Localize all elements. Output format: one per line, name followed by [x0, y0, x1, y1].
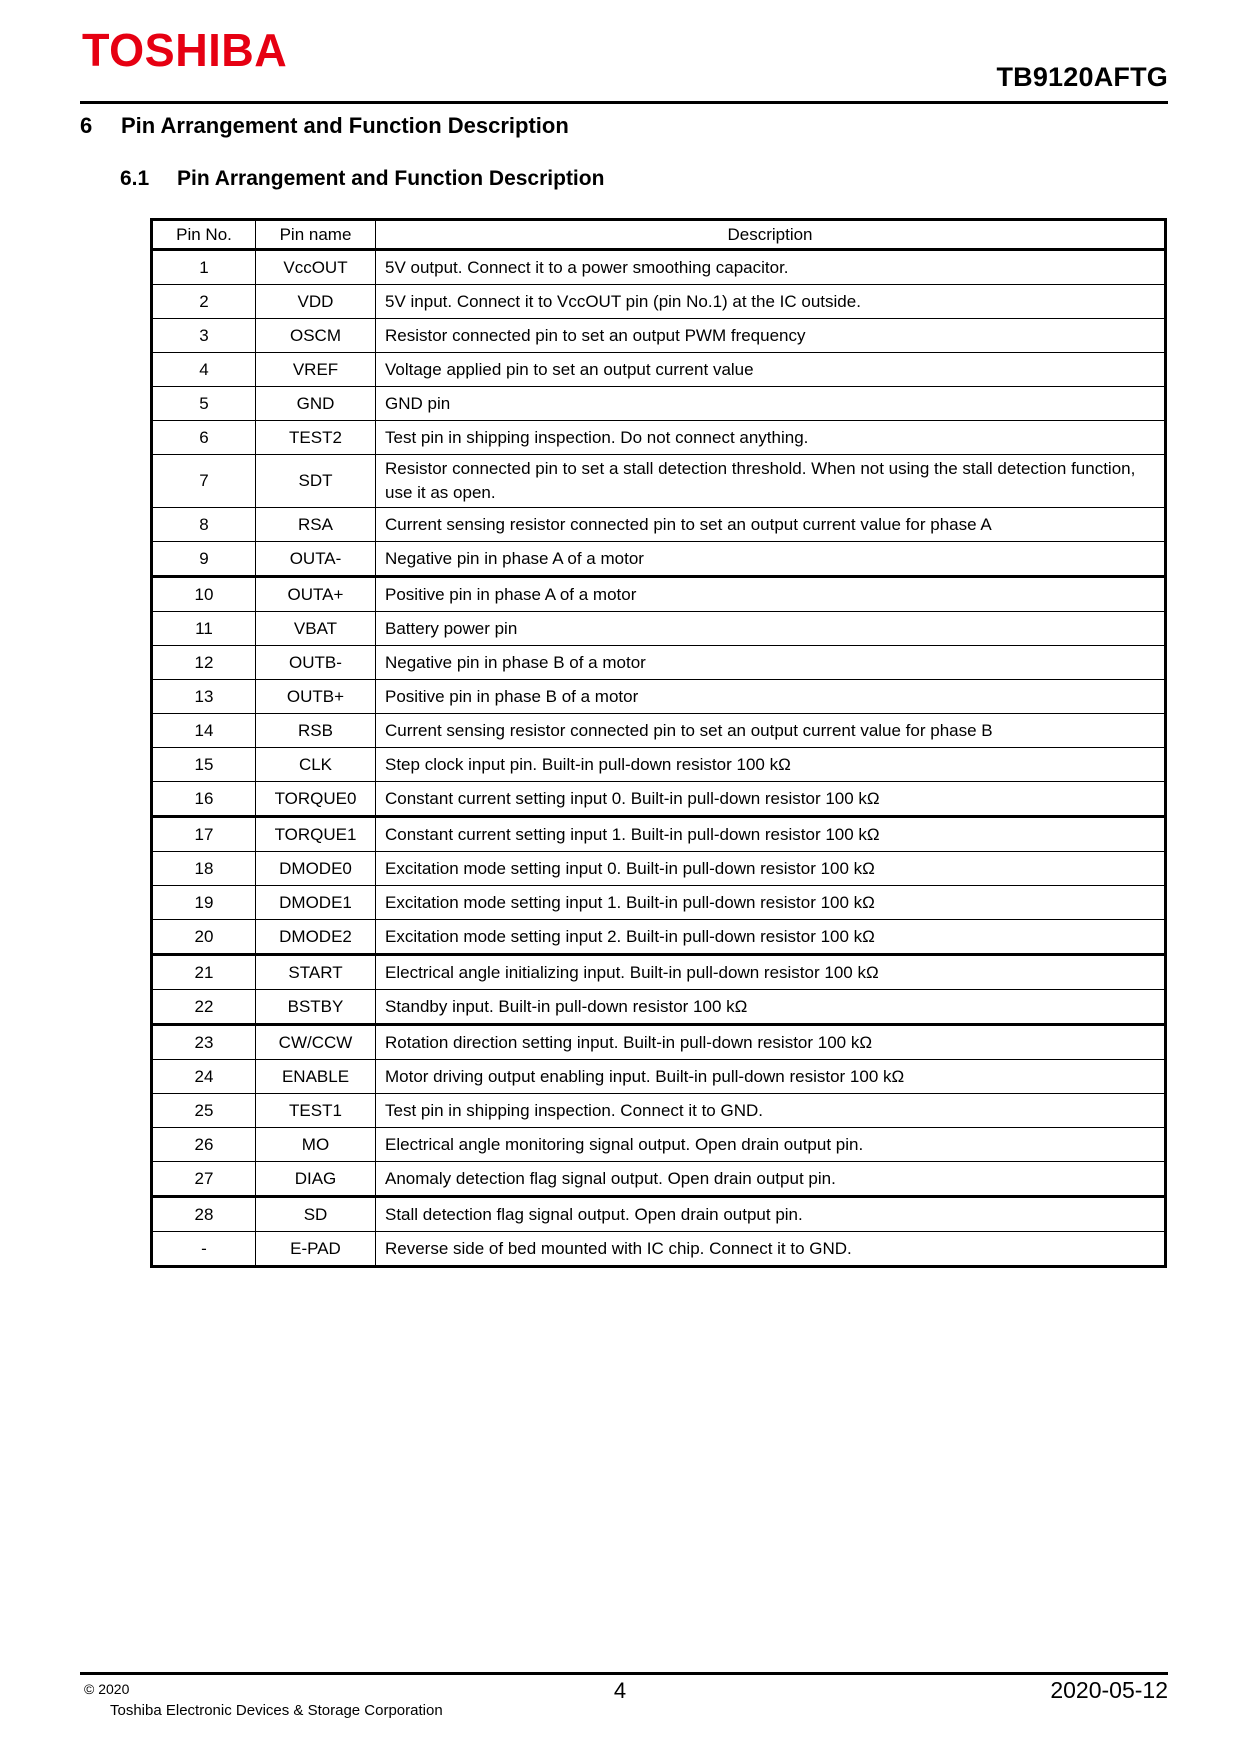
table-row — [152, 250, 1166, 285]
pin-desc-cell: Negative pin in phase B of a motor — [376, 646, 1166, 680]
table-row — [152, 1162, 1166, 1197]
pin-desc-cell: Excitation mode setting input 0. Built-in pull-down resistor 100 kΩ — [376, 852, 1166, 886]
pin-desc-cell: Test pin in shipping inspection. Connect it to GND. — [376, 1094, 1166, 1128]
table-row — [152, 508, 1166, 542]
pin-no-cell: 1 — [152, 250, 256, 285]
pin-desc-cell: Constant current setting input 0. Built-in pull-down resistor 100 kΩ — [376, 782, 1166, 817]
pin-name-cell: OUTB+ — [256, 680, 376, 714]
table-row — [152, 646, 1166, 680]
table-row — [152, 1232, 1166, 1267]
pin-desc-cell: Step clock input pin. Built-in pull-down resistor 100 kΩ — [376, 748, 1166, 782]
pin-no-cell: 4 — [152, 353, 256, 387]
copyright-text: © 2020 — [84, 1681, 130, 1697]
pin-no-cell: 13 — [152, 680, 256, 714]
pin-name-cell: SDT — [256, 455, 376, 508]
pin-no-cell: 11 — [152, 612, 256, 646]
table-row — [152, 285, 1166, 319]
pin-name-cell: CLK — [256, 748, 376, 782]
table-row — [152, 782, 1166, 817]
table-row — [152, 455, 1166, 508]
pin-no-cell: 21 — [152, 955, 256, 990]
pin-desc-cell: Reverse side of bed mounted with IC chip. Connect it to GND. — [376, 1232, 1166, 1267]
pin-table-header — [152, 220, 1166, 250]
section-heading — [80, 113, 569, 139]
header-rule — [80, 101, 1168, 104]
table-row — [152, 542, 1166, 577]
subsection-title: Pin Arrangement and Function Description — [177, 167, 605, 190]
pin-desc-cell: Positive pin in phase A of a motor — [376, 577, 1166, 612]
pin-name-cell: TEST1 — [256, 1094, 376, 1128]
pin-desc-cell: Rotation direction setting input. Built-in pull-down resistor 100 kΩ — [376, 1025, 1166, 1060]
pin-no-cell: 9 — [152, 542, 256, 577]
pin-name-cell: MO — [256, 1128, 376, 1162]
pin-desc-cell: Current sensing resistor connected pin to set an output current value for phase A — [376, 508, 1166, 542]
table-row — [152, 387, 1166, 421]
toshiba-logo: TOSHIBA — [82, 24, 288, 77]
pin-no-cell: 3 — [152, 319, 256, 353]
pin-desc-cell: Constant current setting input 1. Built-in pull-down resistor 100 kΩ — [376, 817, 1166, 852]
pin-no-cell: 20 — [152, 920, 256, 955]
pin-no-cell: 27 — [152, 1162, 256, 1197]
pin-no-cell: 7 — [152, 455, 256, 508]
pin-no-cell: 2 — [152, 285, 256, 319]
pin-desc-cell: Resistor connected pin to set a stall detection threshold. When not using the stall detection function, use it as open. — [376, 455, 1166, 508]
table-row — [152, 680, 1166, 714]
pin-no-cell: 5 — [152, 387, 256, 421]
pin-no-cell: 15 — [152, 748, 256, 782]
pin-desc-cell: Test pin in shipping inspection. Do not connect anything. — [376, 421, 1166, 455]
footer-rule — [80, 1672, 1168, 1675]
pin-no-cell: 8 — [152, 508, 256, 542]
pin-desc-cell: 5V input. Connect it to VccOUT pin (pin No.1) at the IC outside. — [376, 285, 1166, 319]
column-header-pin-name: Pin name — [256, 220, 376, 250]
table-row — [152, 612, 1166, 646]
pin-no-cell: 25 — [152, 1094, 256, 1128]
pin-table — [150, 218, 1167, 1268]
pin-name-cell: TEST2 — [256, 421, 376, 455]
pin-no-cell: 17 — [152, 817, 256, 852]
pin-desc-cell: Electrical angle initializing input. Built-in pull-down resistor 100 kΩ — [376, 955, 1166, 990]
subsection-heading — [120, 167, 604, 191]
pin-desc-cell: 5V output. Connect it to a power smoothing capacitor. — [376, 250, 1166, 285]
table-row — [152, 714, 1166, 748]
pin-name-cell: E-PAD — [256, 1232, 376, 1267]
pin-name-cell: DIAG — [256, 1162, 376, 1197]
pin-name-cell: VccOUT — [256, 250, 376, 285]
pin-name-cell: DMODE2 — [256, 920, 376, 955]
pin-name-cell: DMODE0 — [256, 852, 376, 886]
table-row — [152, 577, 1166, 612]
pin-desc-cell: Current sensing resistor connected pin to set an output current value for phase B — [376, 714, 1166, 748]
pin-desc-cell: Standby input. Built-in pull-down resistor 100 kΩ — [376, 990, 1166, 1025]
pin-no-cell: 18 — [152, 852, 256, 886]
pin-desc-cell: Voltage applied pin to set an output current value — [376, 353, 1166, 387]
pin-name-cell: RSB — [256, 714, 376, 748]
pin-name-cell: CW/CCW — [256, 1025, 376, 1060]
pin-name-cell: OSCM — [256, 319, 376, 353]
table-row — [152, 1094, 1166, 1128]
revision-date: 2020-05-12 — [1050, 1677, 1168, 1703]
subsection-number: 6.1 — [120, 167, 150, 190]
table-row — [152, 920, 1166, 955]
pin-name-cell: TORQUE1 — [256, 817, 376, 852]
pin-name-cell: GND — [256, 387, 376, 421]
pin-no-cell: 23 — [152, 1025, 256, 1060]
pin-no-cell: 22 — [152, 990, 256, 1025]
table-row — [152, 748, 1166, 782]
pin-desc-cell: Electrical angle monitoring signal output. Open drain output pin. — [376, 1128, 1166, 1162]
table-row — [152, 1025, 1166, 1060]
table-row — [152, 1060, 1166, 1094]
pin-no-cell: 16 — [152, 782, 256, 817]
table-row — [152, 1128, 1166, 1162]
pin-desc-cell: Stall detection flag signal output. Open drain output pin. — [376, 1197, 1166, 1232]
pin-no-cell: 10 — [152, 577, 256, 612]
table-row — [152, 886, 1166, 920]
pin-no-cell: 6 — [152, 421, 256, 455]
section-title: Pin Arrangement and Function Description — [121, 113, 569, 138]
pin-desc-cell: Excitation mode setting input 2. Built-in pull-down resistor 100 kΩ — [376, 920, 1166, 955]
pin-name-cell: VDD — [256, 285, 376, 319]
table-row — [152, 817, 1166, 852]
pin-no-cell: 28 — [152, 1197, 256, 1232]
pin-desc-cell: Anomaly detection flag signal output. Open drain output pin. — [376, 1162, 1166, 1197]
section-number: 6 — [80, 113, 93, 138]
pin-name-cell: VBAT — [256, 612, 376, 646]
pin-no-cell: 19 — [152, 886, 256, 920]
pin-name-cell: OUTA- — [256, 542, 376, 577]
pin-no-cell: 14 — [152, 714, 256, 748]
pin-name-cell: START — [256, 955, 376, 990]
pin-name-cell: TORQUE0 — [256, 782, 376, 817]
table-row — [152, 1197, 1166, 1232]
pin-name-cell: OUTB- — [256, 646, 376, 680]
table-row — [152, 990, 1166, 1025]
pin-desc-cell: Negative pin in phase A of a motor — [376, 542, 1166, 577]
table-row — [152, 852, 1166, 886]
page-number: 4 — [613, 1678, 627, 1703]
pin-desc-cell: Resistor connected pin to set an output PWM frequency — [376, 319, 1166, 353]
pin-name-cell: OUTA+ — [256, 577, 376, 612]
pin-desc-cell: Battery power pin — [376, 612, 1166, 646]
pin-desc-cell: Motor driving output enabling input. Built-in pull-down resistor 100 kΩ — [376, 1060, 1166, 1094]
table-row — [152, 955, 1166, 990]
table-row — [152, 353, 1166, 387]
pin-name-cell: VREF — [256, 353, 376, 387]
table-row — [152, 319, 1166, 353]
pin-no-cell: 12 — [152, 646, 256, 680]
company-name: Toshiba Electronic Devices & Storage Corporation — [110, 1702, 443, 1719]
pin-desc-cell: Positive pin in phase B of a motor — [376, 680, 1166, 714]
pin-no-cell: 24 — [152, 1060, 256, 1094]
pin-desc-cell: Excitation mode setting input 1. Built-in pull-down resistor 100 kΩ — [376, 886, 1166, 920]
pin-name-cell: BSTBY — [256, 990, 376, 1025]
header-row — [152, 220, 1166, 250]
pin-no-cell: 26 — [152, 1128, 256, 1162]
pin-name-cell: RSA — [256, 508, 376, 542]
pin-name-cell: SD — [256, 1197, 376, 1232]
pin-name-cell: DMODE1 — [256, 886, 376, 920]
column-header-description: Description — [376, 220, 1166, 250]
pin-no-cell: - — [152, 1232, 256, 1267]
table-row — [152, 421, 1166, 455]
pin-name-cell: ENABLE — [256, 1060, 376, 1094]
pin-desc-cell: GND pin — [376, 387, 1166, 421]
column-header-pin-no: Pin No. — [152, 220, 256, 250]
part-number: TB9120AFTG — [996, 62, 1168, 92]
pin-table-body — [152, 250, 1166, 1267]
